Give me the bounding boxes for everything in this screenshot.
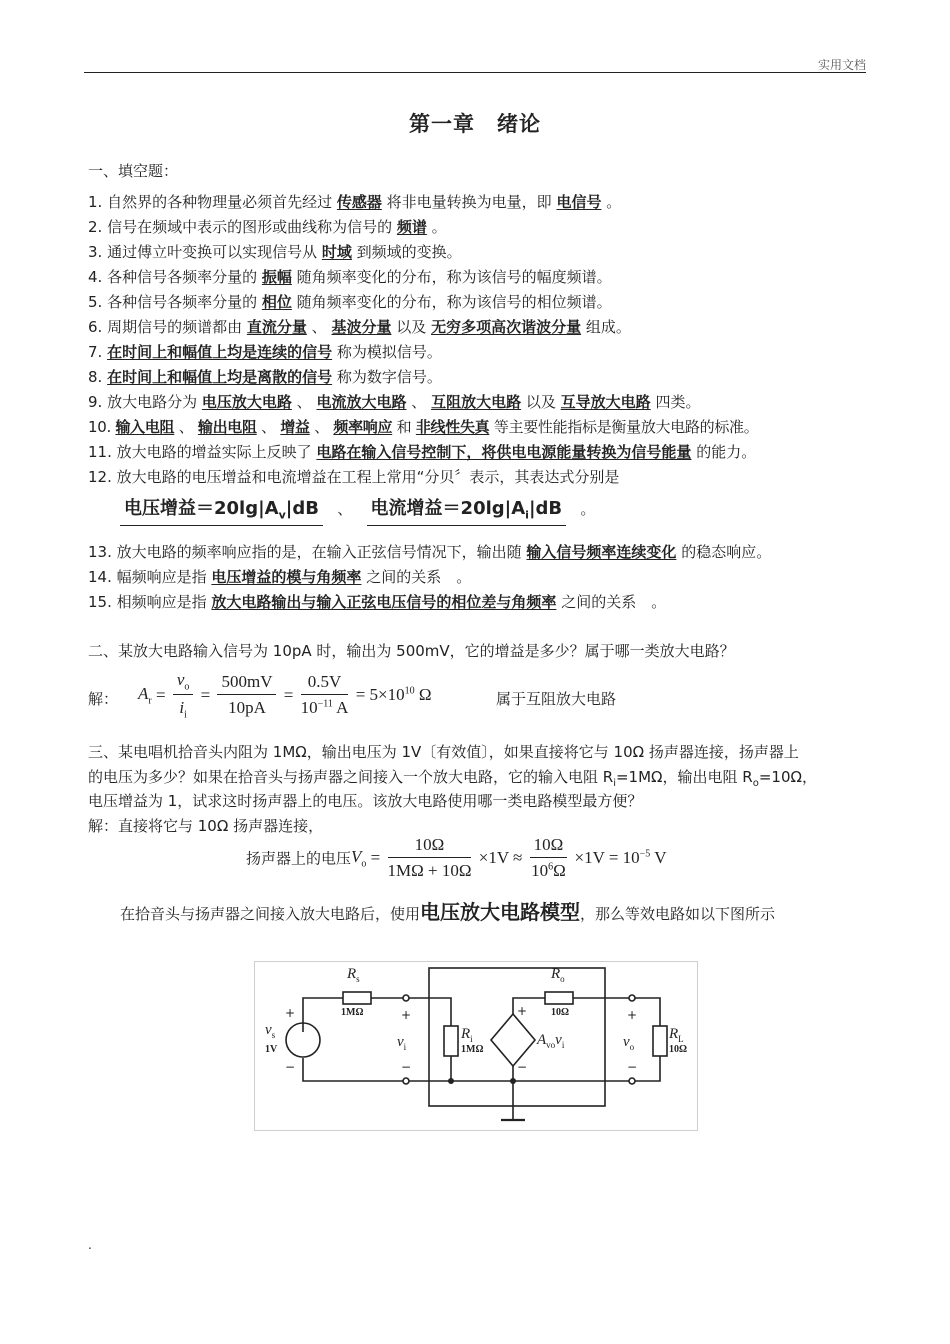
vs-label: $v_s$ [265, 1022, 276, 1040]
question-7 [88, 341, 442, 362]
rl-label: $R_L$ [669, 1026, 684, 1044]
q15-text-a: 15. 相频响应是指 [88, 593, 207, 611]
vi-label: $v_i$ [397, 1034, 407, 1052]
ro-label: $R_o$ [551, 966, 565, 984]
header-label: 实用文档 [817, 58, 866, 72]
question-1 [88, 191, 621, 212]
section1-heading: 一、填空题： [88, 162, 179, 180]
q1-text-c: 将非电量转换为电量，即 [386, 193, 552, 211]
q14-text-c: 之间的关系 。 [366, 568, 472, 586]
frac-divider: $\frac{10\Omega}{1M\Omega + 10\Omega}$ [387, 835, 472, 880]
question-2 [88, 216, 447, 237]
formula-separator: 、 [337, 500, 353, 518]
q7-text-c: 称为模拟信号。 [336, 343, 442, 361]
section2-solve-label: 解： [88, 690, 119, 708]
q3-answer: 时域 [321, 243, 352, 261]
q9-answer-4: 互导放大电路 [560, 393, 651, 411]
s3-l2-a: 的电压为多少？如果在拾音头与扬声器之间接入一个放大电路，它的输入电阻 R [88, 768, 614, 786]
q11-answer: 电路在输入信号控制下，将供电电源能量转换为信号能量 [316, 443, 692, 461]
q2-answer: 频谱 [396, 218, 427, 236]
s3-l2-sub1: i [613, 778, 616, 789]
question-9 [88, 391, 700, 412]
question-11 [88, 441, 756, 462]
q10-text-a: 10. [88, 418, 111, 436]
q8-text-c: 称为数字信号。 [336, 368, 442, 386]
approx-term: ×1V ≈ [478, 848, 523, 867]
question-13 [88, 541, 771, 562]
ri-value: 1MΩ [461, 1044, 484, 1055]
q9-text-c: 、 [296, 393, 312, 411]
frac-approx: $\frac{10\Omega}{10^6\Omega}$ [531, 835, 566, 880]
question-3 [88, 241, 462, 262]
src-plus: + [517, 1004, 528, 1018]
section3-line-3: 电压增益为 1，试求这时扬声器上的电压。该放大电路使用哪一类电路模型最方便？ [88, 792, 643, 810]
q6-text-a: 6. 周期信号的频谱都由 [88, 318, 243, 336]
voltage-gain-unit: |dB [285, 498, 319, 519]
s3-l5-a: 在拾音头与扬声器之间接入放大电路后，使用 [120, 905, 421, 923]
q10-text-e: 、 [261, 418, 276, 436]
footer-dot: . [88, 1238, 92, 1252]
question-12: 12. 放大电路的电压增益和电流增益在工程上常用“分贝〞表示，其表达式分别是 [88, 468, 620, 486]
frac-vo-ii: $\frac{v_o}{i_i}$ [173, 670, 194, 721]
q13-answer: 输入信号频率连续变化 [526, 543, 677, 561]
eq-s3: = [370, 848, 381, 867]
equivalent-circuit-diagram [254, 961, 698, 1131]
transresistance-formula [138, 670, 432, 721]
current-gain-text: 电流增益＝20lg|A [370, 498, 526, 519]
question-8 [88, 366, 442, 387]
ro-value: 10Ω [551, 1007, 570, 1018]
page-title: 第一章 绪论 [409, 112, 541, 136]
q6-answer-1: 直流分量 [246, 318, 307, 336]
vo-minus: − [627, 1060, 638, 1074]
q10-text-g: 、 [314, 418, 329, 436]
q5-text-c: 随角频率变化的分布，称为该信号的相位频谱。 [296, 293, 612, 311]
q8-answer: 在时间上和幅值上均是离散的信号 [107, 368, 333, 386]
q1-answer-1: 传感器 [336, 193, 382, 211]
q2-text-c: 。 [431, 218, 447, 236]
q14-answer: 电压增益的模与角频率 [211, 568, 362, 586]
vi-minus: − [401, 1060, 412, 1074]
result-value: = $5\times 10^{10}$ Ω [355, 685, 432, 705]
eq-2: = [200, 685, 211, 705]
q1-text-e: 。 [606, 193, 622, 211]
vs-minus: − [285, 1060, 296, 1074]
ri-label: $R_i$ [461, 1026, 473, 1044]
voltage-gain-formula [120, 498, 323, 526]
q10-answer-1: 输入电阻 [115, 418, 175, 436]
q6-text-c: 、 [311, 318, 327, 336]
section2-question: 二、某放大电路输入信号为 10pA 时，输出为 500mV，它的增益是多少？属于哪一类放大电路？ [88, 642, 735, 660]
section2-conclusion: 属于互阻放大电路 [496, 690, 617, 708]
section3-line-2 [88, 766, 817, 789]
q14-text-a: 14. 幅频响应是指 [88, 568, 207, 586]
vs-plus: + [285, 1006, 296, 1020]
q9-text-a: 9. 放大电路分为 [88, 393, 198, 411]
vo-plus: + [627, 1008, 638, 1022]
q6-text-e: 以及 [396, 318, 427, 336]
s3-l5-c: ，那么等效电路如以下图所示 [580, 905, 776, 923]
q10-text-i: 和 [396, 418, 412, 436]
question-15 [88, 591, 666, 612]
q8-text-a: 8. [88, 368, 103, 386]
q11-text-c: 的能力。 [696, 443, 757, 461]
rs-label: $R_s$ [347, 966, 360, 984]
q9-answer-1: 电压放大电路 [201, 393, 292, 411]
speaker-result: $\times 1V = 10^{-5}$ V [574, 848, 667, 867]
vs-value: 1V [265, 1044, 278, 1055]
current-gain-unit: |dB [528, 498, 563, 519]
q9-text-i: 四类。 [655, 393, 701, 411]
q7-answer: 在时间上和幅值上均是连续的信号 [107, 343, 333, 361]
q7-text-a: 7. [88, 343, 103, 361]
vo-label: $v_o$ [623, 1034, 635, 1052]
q6-text-g: 组成。 [585, 318, 631, 336]
q10-answer-4: 频率响应 [333, 418, 393, 436]
q15-text-c: 之间的关系 。 [561, 593, 667, 611]
q10-text-c: 、 [178, 418, 194, 436]
q13-text-a: 13. 放大电路的频率响应指的是，在输入正弦信号情况下，输出随 [88, 543, 522, 561]
section3-line-5 [120, 896, 775, 925]
q1-answer-2: 电信号 [556, 193, 602, 211]
frac-05v: $\frac{0.5V}{10^{-11} A}$ [300, 672, 349, 718]
q6-answer-2: 基波分量 [331, 318, 392, 336]
s3-l2-b: =1MΩ，输出电阻 R [615, 768, 753, 786]
q9-answer-2: 电流放大电路 [316, 393, 407, 411]
q15-answer: 放大电路输出与输入正弦电压信号的相位差与角频率 [211, 593, 557, 611]
q3-text-c: 到频域的变换。 [356, 243, 462, 261]
q10-text-k: 等主要性能指标是衡量放大电路的标准。 [493, 418, 759, 436]
ar-symbol: $A_r$ [138, 684, 152, 707]
q1-text-a: 1. 自然界的各种物理量必须首先经过 [88, 193, 333, 211]
vo-symbol: $V_o$ [351, 846, 367, 870]
current-gain-formula [367, 498, 567, 526]
speaker-voltage-formula [246, 835, 667, 881]
q4-text-c: 随角频率变化的分布，称为该信号的幅度频谱。 [296, 268, 612, 286]
question-4 [88, 266, 612, 287]
q10-answer-3: 增益 [280, 418, 310, 436]
q5-answer: 相位 [261, 293, 292, 311]
s3-l2-c: =10Ω， [758, 768, 817, 786]
question-5 [88, 291, 612, 312]
question-10 [88, 416, 758, 437]
q4-text-a: 4. 各种信号各频率分量的 [88, 268, 258, 286]
eq-3: = [283, 685, 294, 705]
avo-vi-label: $A_{vo}v_i$ [537, 1032, 565, 1050]
rl-value: 10Ω [669, 1044, 688, 1055]
q4-answer: 振幅 [261, 268, 292, 286]
s3-l2-sub2: o [752, 778, 759, 789]
rs-value: 1MΩ [341, 1007, 364, 1018]
section3-line-4: 解：直接将它与 10Ω 扬声器连接， [88, 817, 324, 835]
header-rule [84, 72, 866, 73]
q6-answer-3: 无穷多项高次谐波分量 [431, 318, 582, 336]
q3-text-a: 3. 通过傅立叶变换可以实现信号从 [88, 243, 318, 261]
q10-answer-2: 输出电阻 [197, 418, 257, 436]
q5-text-a: 5. 各种信号各频率分量的 [88, 293, 258, 311]
section3-line-1: 三、某电唱机拾音头内阻为 1MΩ，输出电压为 1V〔有效值〕，如果直接将它与 10Ω 扬声器连接，扬声器上 [88, 743, 799, 761]
eq-1: = [155, 685, 166, 705]
q11-text-a: 11. 放大电路的增益实际上反映了 [88, 443, 312, 461]
voltage-gain-sub: v [278, 508, 286, 522]
vi-plus: + [401, 1008, 412, 1022]
voltage-gain-text: 电压增益＝20lg|A [124, 498, 279, 519]
question-14 [88, 566, 471, 587]
frac-500mv: $\frac{500mV}{10pA}$ [217, 672, 276, 718]
s3-l5-model: 电压放大电路模型 [420, 900, 581, 924]
q9-text-g: 以及 [525, 393, 556, 411]
question-6 [88, 316, 631, 337]
gain-formulas [120, 494, 595, 522]
current-gain-sub: i [525, 508, 529, 522]
q9-answer-3: 互阻放大电路 [431, 393, 522, 411]
speaker-voltage-label: 扬声器上的电压 [246, 849, 352, 868]
formula-end: 。 [580, 500, 596, 518]
q13-text-c: 的稳态响应。 [681, 543, 772, 561]
q10-answer-5: 非线性失真 [415, 418, 490, 436]
src-minus: − [517, 1060, 528, 1074]
q2-text-a: 2. 信号在频域中表示的图形或曲线称为信号的 [88, 218, 393, 236]
q9-text-e: 、 [411, 393, 427, 411]
